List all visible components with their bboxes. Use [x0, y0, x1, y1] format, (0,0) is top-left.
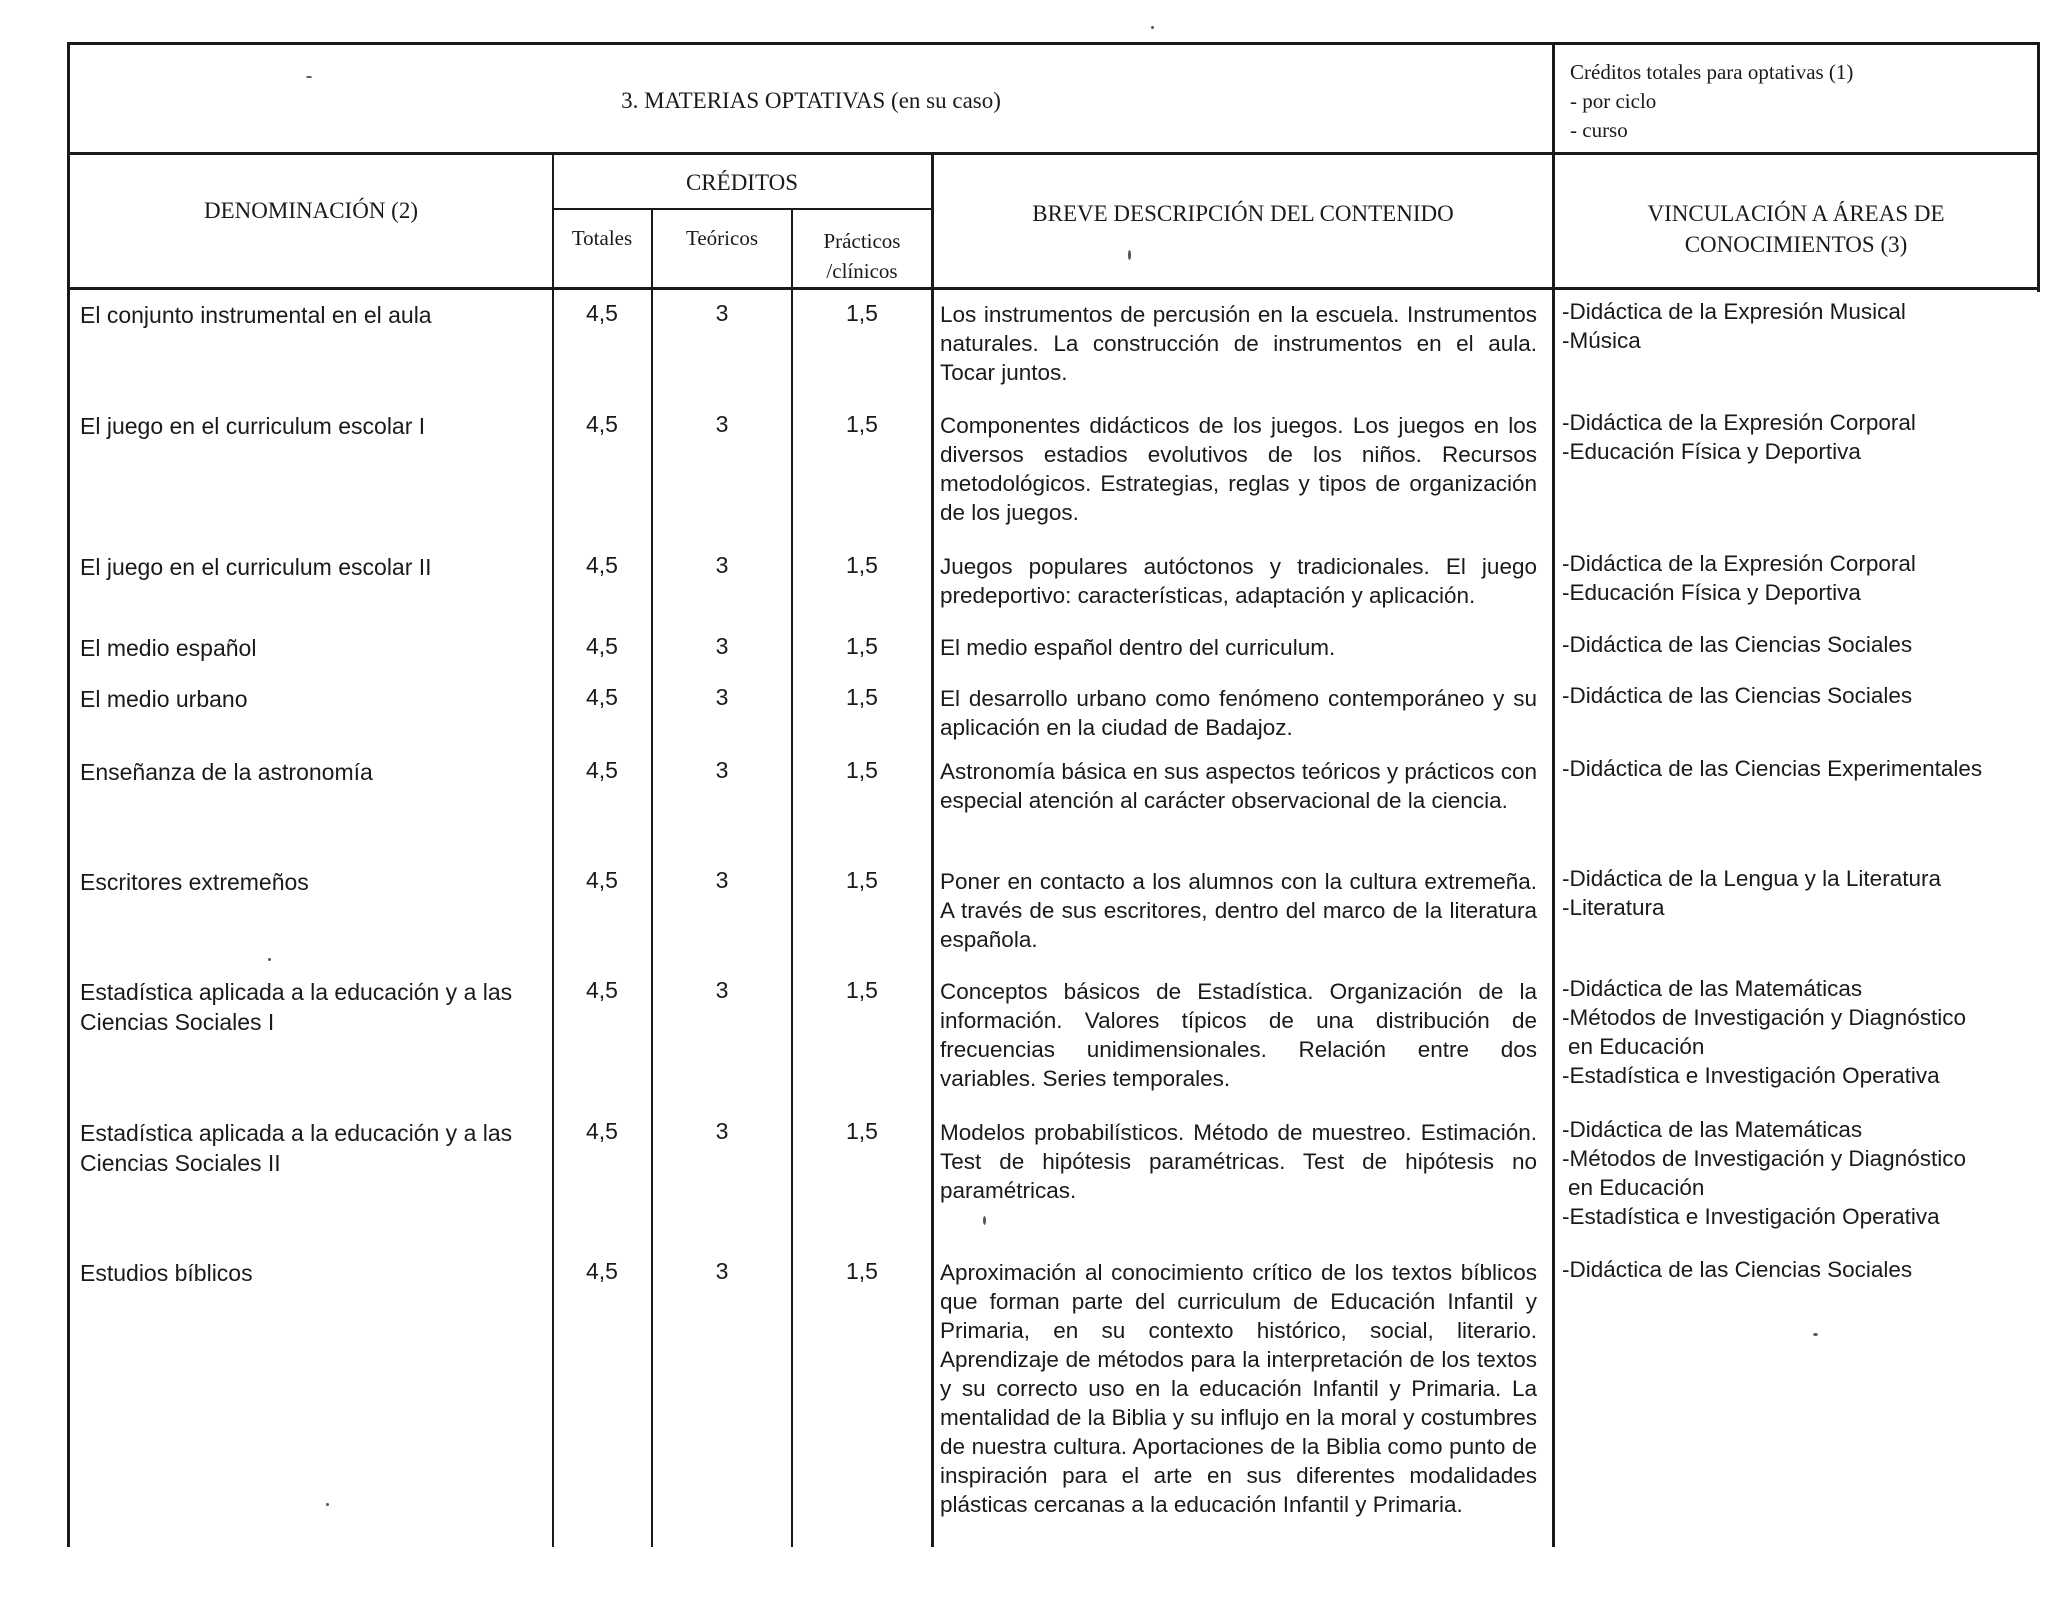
credits-per-cycle: - por ciclo [1570, 89, 1657, 113]
subject-description: Conceptos básicos de Estadística. Organización de la información. Valores típicos de una distribución de frecuencias unidimensionales. Relación entre dos variables. Series temporales. [940, 979, 1537, 1091]
knowledge-area-item: -Didáctica de las Ciencias Sociales [1562, 683, 1913, 708]
knowledge-area-item: en Educación [1568, 1034, 1705, 1059]
scan-speck [1151, 26, 1154, 29]
subject-description: Modelos probabilísticos. Método de muestreo. Estimación. Test de hipótesis paramétricas. Test de hipótesis no paramétricas. [940, 1120, 1537, 1203]
subject-name: Enseñanza de la astronomía [80, 759, 373, 785]
subject-name: Estadística aplicada a la educación y a las Ciencias Sociales II [80, 1120, 513, 1176]
knowledge-areas [1562, 1255, 2032, 1284]
knowledge-areas [1562, 297, 2032, 355]
knowledge-area-item: -Didáctica de las Ciencias Sociales [1562, 1257, 1913, 1282]
credits-teoricos: 3 [715, 1258, 729, 1284]
col-header-vinculacion-line1: VINCULACIÓN A ÁREAS DE [1647, 201, 1945, 226]
knowledge-area-item: -Didáctica de las Matemáticas [1562, 1117, 1863, 1142]
credits-practicos: 1,5 [846, 1258, 878, 1284]
subject-name: El juego en el curriculum escolar II [80, 554, 432, 580]
knowledge-area-item: -Educación Física y Deportiva [1562, 580, 1861, 605]
credits-teoricos: 3 [715, 300, 729, 326]
knowledge-areas [1562, 681, 2032, 710]
credits-teoricos: 3 [715, 684, 729, 710]
credits-subheader-border [553, 208, 933, 210]
credits-teoricos: 3 [715, 867, 729, 893]
subject-description: El desarrollo urbano como fenómeno contemporáneo y su aplicación en la ciudad de Badajoz. [940, 686, 1537, 740]
knowledge-area-item: en Educación [1568, 1175, 1705, 1200]
knowledge-area-item: -Métodos de Investigación y Diagnóstico [1562, 1005, 1966, 1030]
credits-teoricos: 3 [715, 411, 729, 437]
col-header-descripcion: BREVE DESCRIPCIÓN DEL CONTENIDO [1032, 201, 1454, 226]
credits-teoricos: 3 [715, 633, 729, 659]
credits-practicos: 1,5 [846, 867, 878, 893]
credits-totales: 4,5 [586, 411, 618, 437]
table-left-border [67, 42, 70, 1547]
knowledge-area-item: -Didáctica de las Matemáticas [1562, 976, 1863, 1001]
subject-name: El juego en el curriculum escolar I [80, 413, 426, 439]
credits-totales: 4,5 [586, 633, 618, 659]
scan-speck [326, 1503, 329, 1506]
subject-name: Estadística aplicada a la educación y a las Ciencias Sociales I [80, 979, 513, 1035]
credits-teoricos: 3 [715, 977, 729, 1003]
knowledge-area-item: -Didáctica de la Lengua y la Literatura [1562, 866, 1941, 891]
credits-teoricos: 3 [715, 552, 729, 578]
scan-speck [1813, 1333, 1818, 1336]
knowledge-areas [1562, 754, 2032, 783]
knowledge-area-item: -Didáctica de las Ciencias Sociales [1562, 632, 1913, 657]
knowledge-area-item: -Literatura [1562, 895, 1665, 920]
table-right-border [2037, 42, 2040, 292]
credits-teoricos: 3 [715, 757, 729, 783]
subject-description: Poner en contacto a los alumnos con la cultura extremeña. A través de sus escritores, dentro del marco de la literatura española. [940, 869, 1537, 952]
col-divider-creditos [931, 153, 934, 1547]
col-header-practicos-line2: /clínicos [826, 259, 898, 283]
knowledge-areas [1562, 1115, 2032, 1231]
knowledge-area-item: -Música [1562, 328, 1641, 353]
knowledge-areas [1562, 549, 2032, 607]
credits-practicos: 1,5 [846, 552, 878, 578]
col-header-vinculacion [1555, 198, 2037, 260]
scan-speck [306, 76, 312, 78]
knowledge-area-item: -Didáctica de la Expresión Corporal [1562, 410, 1916, 435]
credits-teoricos: 3 [715, 1118, 729, 1144]
credits-totales: 4,5 [586, 684, 618, 710]
knowledge-areas [1562, 630, 2032, 659]
scan-speck [268, 958, 271, 961]
credits-totales: 4,5 [586, 867, 618, 893]
credits-practicos: 1,5 [846, 977, 878, 1003]
section-title: 3. MATERIAS OPTATIVAS (en su caso) [621, 88, 1001, 113]
subject-description: Los instrumentos de percusión en la escuela. Instrumentos naturales. La construcción de instrumentos en el aula. Tocar juntos. [940, 302, 1537, 385]
knowledge-areas [1562, 408, 2032, 466]
subject-name: Escritores extremeños [80, 869, 309, 895]
col-header-vinculacion-line2: CONOCIMIENTOS (3) [1684, 232, 1908, 257]
credits-total-title: Créditos totales para optativas (1) [1570, 60, 1854, 84]
subject-description: Componentes didácticos de los juegos. Los juegos en los diversos estadios evolutivos de los niños. Recursos metodológicos. Estrategias, reglas y tipos de organización de los juegos. [940, 413, 1537, 525]
subject-name: El conjunto instrumental en el aula [80, 302, 432, 328]
credits-practicos: 1,5 [846, 411, 878, 437]
credits-totales: 4,5 [586, 300, 618, 326]
subject-description: Astronomía básica en sus aspectos teóricos y prácticos con especial atención al carácter observacional de la ciencia. [940, 759, 1537, 813]
subject-description: Aproximación al conocimiento crítico de los textos bíblicos que forman parte del curriculum de Educación Infantil y Primaria, en su contexto histórico, social, literario. Aprendizaje de métodos para la interpretación de los textos y su correcto uso en la educación Infantil y Primaria. La mentalidad de la Biblia y su influjo en la moral y costumbres de nuestra cultura. Aportaciones de la Biblia como punto de inspiración para el arte en sus diferentes modalidades plásticas cercanas a la educación Infantil y Primaria. [940, 1260, 1537, 1517]
scan-speck [983, 1216, 986, 1225]
credits-per-course: - curso [1570, 118, 1628, 142]
knowledge-areas [1562, 864, 2032, 922]
col-header-denominacion: DENOMINACIÓN (2) [204, 198, 418, 223]
credits-practicos: 1,5 [846, 757, 878, 783]
credits-totales: 4,5 [586, 552, 618, 578]
col-divider-descripcion [1552, 42, 1555, 1547]
subject-name: El medio español [80, 635, 257, 661]
col-header-practicos-line1: Prácticos [823, 229, 901, 253]
credits-totales: 4,5 [586, 757, 618, 783]
col-header-creditos: CRÉDITOS [685, 170, 799, 195]
subject-description: Juegos populares autóctonos y tradicionales. El juego predeportivo: características, adaptación y aplicación. [940, 554, 1537, 608]
knowledge-area-item: -Estadística e Investigación Operativa [1562, 1063, 1940, 1088]
credits-practicos: 1,5 [846, 633, 878, 659]
knowledge-area-item: -Educación Física y Deportiva [1562, 439, 1861, 464]
knowledge-area-item: -Estadística e Investigación Operativa [1562, 1204, 1940, 1229]
col-divider-denominacion [552, 153, 554, 1547]
col-header-totales: Totales [571, 226, 633, 250]
scan-speck [1128, 250, 1131, 260]
header-bottom-border [70, 152, 2040, 155]
credits-practicos: 1,5 [846, 300, 878, 326]
knowledge-areas [1562, 974, 2032, 1090]
knowledge-area-item: -Didáctica de la Expresión Corporal [1562, 551, 1916, 576]
credits-practicos: 1,5 [846, 1118, 878, 1144]
subject-name: El medio urbano [80, 686, 248, 712]
credits-totales: 4,5 [586, 977, 618, 1003]
subject-description: El medio español dentro del curriculum. [940, 635, 1336, 660]
knowledge-area-item: -Didáctica de las Ciencias Experimentales [1562, 756, 1983, 781]
knowledge-area-item: -Didáctica de la Expresión Musical [1562, 299, 1906, 324]
credits-practicos: 1,5 [846, 684, 878, 710]
col-header-teoricos: Teóricos [685, 226, 758, 250]
credits-totales: 4,5 [586, 1258, 618, 1284]
subject-name: Estudios bíblicos [80, 1260, 253, 1286]
knowledge-area-item: -Métodos de Investigación y Diagnóstico [1562, 1146, 1966, 1171]
credits-totales: 4,5 [586, 1118, 618, 1144]
table-top-border [68, 42, 2040, 45]
credits-total-box [1570, 58, 2030, 145]
column-header-bottom-border [70, 287, 2040, 290]
col-header-practicos [793, 226, 931, 286]
